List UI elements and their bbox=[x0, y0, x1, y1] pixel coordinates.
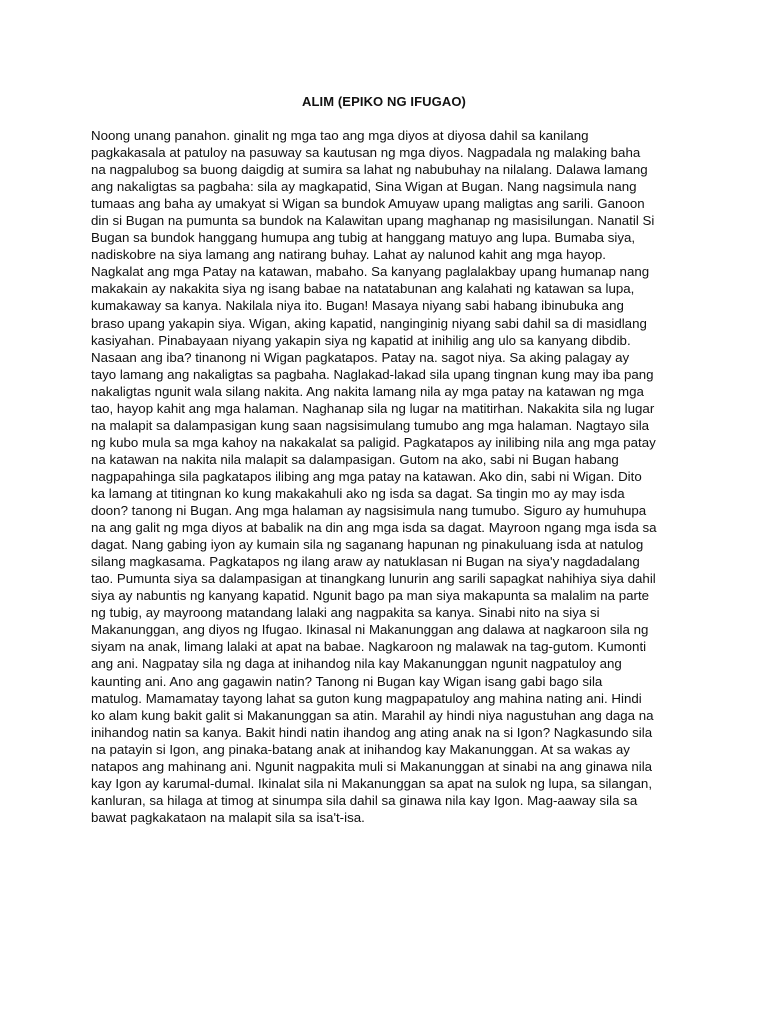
body-line: ng kubo mula sa mga kahoy na nakakalat sa paligid. Pagkatapos ay inilibing nila ang mga patay bbox=[91, 434, 656, 450]
body-line: kaunting ani. Ano ang gagawin natin? Tanong ni Bugan kay Wigan isang gabi bago sila bbox=[91, 673, 603, 689]
body-line: ang nakaligtas sa pagbaha: sila ay magkapatid, Sina Wigan at Bugan. Nang nagsimula nang bbox=[91, 179, 637, 195]
body-line: ang ani. Nagpatay sila ng daga at inihandog nila kay Makanunggan ngunit nagpatuloy ang bbox=[91, 656, 622, 672]
body-line: Nagkalat ang mga Patay na katawan, mabaho. Sa kanyang paglalakbay upang humanap nang bbox=[91, 264, 650, 280]
body-line: siya ay nabuntis ng kanyang kapatid. Ngunit bago pa man siya makapunta sa malalim na parte bbox=[91, 588, 650, 604]
body-line: makakain ay nakakita siya ng isang babae na natatabunan ang kalahati ng katawan sa lupa, bbox=[91, 281, 635, 297]
body-line: din si Bugan na pumunta sa bundok na Kalawitan upang maghanap ng masisilungan. Nanatil Si bbox=[91, 213, 655, 229]
body-line: tumaas ang baha ay umakyat si Wigan sa bundok Amuyaw upang maligtas ang sarili. Ganoon bbox=[91, 196, 645, 212]
body-line: Makanunggan, ang diyos ng Ifugao. Ikinasal ni Makanunggan ang dalawa at nagkaroon sila ng bbox=[91, 622, 649, 638]
body-line: siyam na anak, limang lalaki at apat na babae. Nagkaroon ng malawak na tag-gutom. Kumonti bbox=[91, 639, 647, 655]
body-line: kanluran, sa hilaga at timog at sinumpa sila dahil sa ginawa nila kay Igon. Mag-aaway sila sa bbox=[91, 792, 638, 808]
body-line: nagpapahinga sila pagkatapos ilibing ang mga patay na katawan. Ako din, sabi ni Wigan. Dito bbox=[91, 468, 642, 484]
body-line: Nasaan ang iba? tinanong ni Wigan pagkatapos. Patay na. sagot niya. Sa aking palagay ay bbox=[91, 349, 630, 365]
body-line: pagkakasala at patuloy na pasuway sa kautusan ng mga diyos. Nagpadala ng malaking baha bbox=[91, 145, 641, 161]
body-line: kumakaway sa kanya. Nakilala niya ito. Bugan! Masaya niyang sabi habang ibinubuka ang bbox=[91, 298, 624, 314]
body-line: Noong unang panahon. ginalit ng mga tao ang mga diyos at diyosa dahil sa kanilang bbox=[91, 128, 589, 143]
document-body bbox=[91, 127, 681, 826]
body-line: nakaligtas ngunit wala silang nakita. Ang nakita lamang nila ay mga patay na katawan ng mga bbox=[91, 383, 644, 399]
document-title: ALIM (EPIKO NG IFUGAO) bbox=[302, 94, 466, 109]
body-line: braso upang yakapin siya. Wigan, aking kapatid, nanginginig niyang sabi dahil sa di masidlang bbox=[91, 315, 647, 331]
body-line: na ang galit ng mga diyos at babalik na din ang mga isda sa dagat. Mayroon ngang mga isda sa bbox=[91, 520, 657, 536]
body-line: tao. Pumunta siya sa dalampasigan at tinangkang lunurin ang sarili sapagkat nahihiya siya dahil bbox=[91, 571, 656, 587]
body-line: na malapit sa dalampasigan kung saan nagsisimulang tumubo ang mga halaman. Nagtayo sila bbox=[91, 417, 650, 433]
body-line: tao, hayop kahit ang mga halaman. Naghanap sila ng lugar na matitirhan. Nakakita sila ng lugar bbox=[91, 400, 655, 416]
body-line: kay Igon ay karumal-dumal. Ikinalat sila ni Makanunggan sa apat na sulok ng lupa, sa silangan, bbox=[91, 775, 653, 791]
body-line: matulog. Mamamatay tayong lahat sa guton kung magpapatuloy ang mahina nating ani. Hindi bbox=[91, 690, 642, 706]
body-line: inihandog natin sa kanya. Bakit hindi natin ihandog ang ating anak na si Igon? Nagkasundo sila bbox=[91, 724, 653, 740]
body-line: na patayin si Igon, ang pinaka-batang anak at inihandog kay Makanunggan. At sa wakas ay bbox=[91, 741, 630, 757]
body-line: silang magkasama. Pagkatapos ng ilang araw ay natuklasan ni Bugan na siya'y nagdadalang bbox=[91, 554, 640, 570]
body-line: doon? tanong ni Bugan. Ang mga halaman ay nagsisimula nang tumubo. Siguro ay humuhupa bbox=[91, 503, 647, 519]
body-line: nadiskobre na siya lamang ang natirang buhay. Lahat ay nalunod kahit ang mga hayop. bbox=[91, 247, 607, 263]
body-line: kasiyahan. Pinabayaan niyang yakapin siya ng kapatid at inihilig ang ulo sa kanyang dibdib. bbox=[91, 332, 631, 348]
body-line: dagat. Nang gabing iyon ay kumain sila ng saganang hapunan ng pinakuluang isda at natulog bbox=[91, 537, 644, 553]
body-line: ng tubig, ay mayroong matandang lalaki ang nagpakita sa kanya. Sinabi nito na siya si bbox=[91, 605, 600, 621]
body-line: na nagpalubog sa buong daigdig at sumira sa lahat ng nabubuhay na nilalang. Dalawa lamang bbox=[91, 162, 648, 178]
body-line: Bugan sa bundok hanggang humupa ang tubig at hanggang matuyo ang lupa. Bumaba siya, bbox=[91, 230, 636, 246]
body-line: na katawan na nakita nila malapit sa dalampasigan. Gutom na ako, sabi ni Bugan habang bbox=[91, 451, 619, 467]
body-line: bawat pagkakataon na malapit sila sa isa't-isa. bbox=[91, 809, 365, 825]
body-line: natapos ang mahinang ani. Ngunit nagpakita muli si Makanunggan at sinabi na ang ginawa nila bbox=[91, 758, 653, 774]
body-line: tayo lamang ang nakaligtas sa pagbaha. Naglakad-lakad sila upang tingnan kung may iba pang bbox=[91, 366, 654, 382]
body-line: ko alam kung bakit galit si Makanunggan sa atin. Marahil ay hindi niya nagustuhan ang daga na bbox=[91, 707, 654, 723]
body-line: ka lamang at titingnan ko kung makakahuli ako ng isda sa dagat. Sa tingin mo ay may isda bbox=[91, 485, 625, 501]
